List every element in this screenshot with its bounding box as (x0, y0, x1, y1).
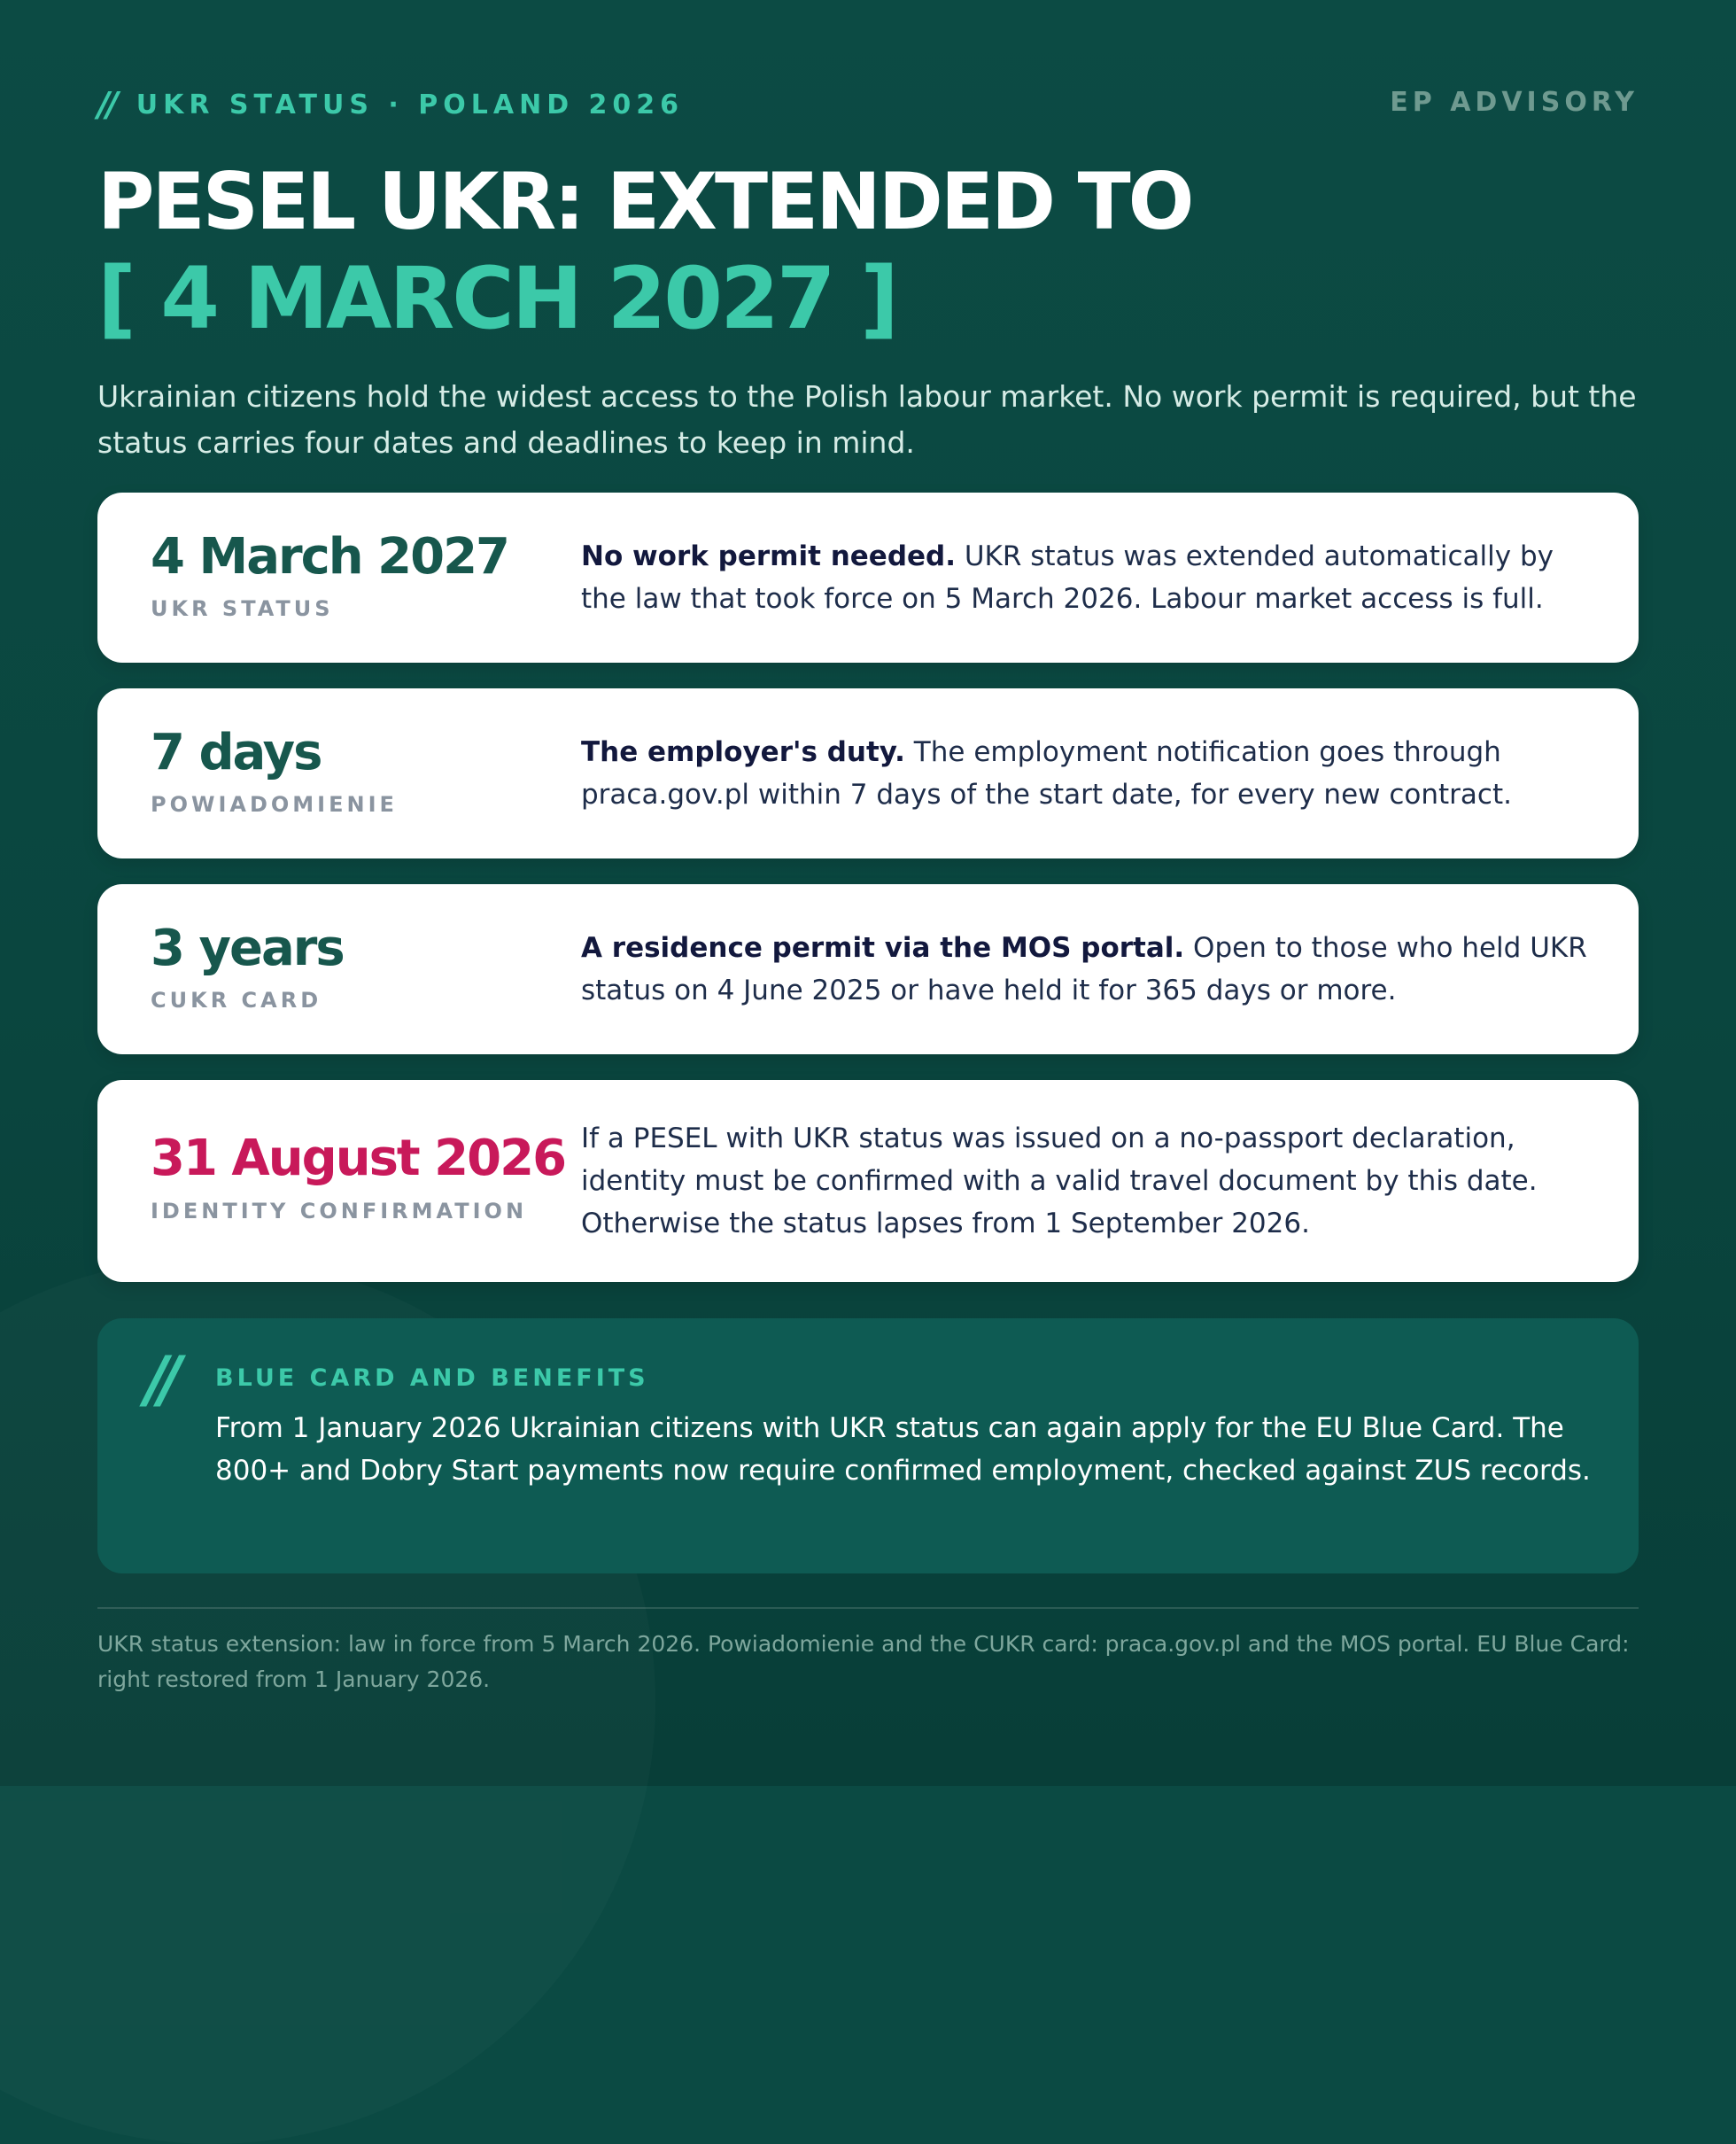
note-body: From 1 January 2026 Ukrainian citizens with UKR status can again apply for the EU Blue Card. The 800+ and Dobry Start payments now require confirmed employment, checked against ZUS records. (215, 1412, 1591, 1487)
card-text: UKR status was extended automatically by the law that took force on 5 March 2026. Labour market access is full. (581, 540, 1554, 615)
card-text: Open to those who held UKR status on 4 June 2025 or have held it for 365 days or more. (581, 932, 1587, 1006)
title-date: [ 4 MARCH 2027 ] (97, 249, 896, 348)
card-value: 4 March 2027 (151, 528, 509, 586)
subtitle: Ukrainian citizens hold the widest access to the Polish labour market. No work permit is required, but the status carries four dates and deadlines to keep in mind. (97, 379, 1637, 460)
note-title: BLUE CARD AND BENEFITS (215, 1364, 649, 1392)
card-text: If a PESEL with UKR status was issued on a no-passport declaration, identity must be confirmed with a valid travel document by this date. Otherwise the status lapses from 1 September 2026. (581, 1122, 1538, 1239)
card-label: IDENTITY CONFIRMATION (151, 1199, 528, 1223)
card-label: CUKR CARD (151, 988, 322, 1013)
slash-icon: // (97, 85, 115, 124)
card-description (581, 535, 1591, 620)
card-lead: No work permit needed. (581, 540, 957, 572)
header-bar (97, 85, 1639, 124)
kicker-text: UKR STATUS · POLAND 2026 (136, 89, 685, 120)
card-description (581, 927, 1591, 1012)
card-label: UKR STATUS (151, 596, 334, 621)
deadline-card-identity (97, 1080, 1639, 1282)
divider (97, 1607, 1639, 1609)
card-lead: The employer's duty. (581, 736, 905, 768)
card-description (581, 731, 1591, 816)
info-note (97, 1318, 1639, 1573)
card-description (581, 1117, 1591, 1245)
infographic (97, 0, 1639, 1786)
deadline-card-ukr-status (97, 493, 1639, 663)
card-label: POWIADOMIENIE (151, 792, 398, 817)
card-value: 31 August 2026 (151, 1130, 566, 1187)
page-title: PESEL UKR: EXTENDED TO (97, 156, 1192, 247)
card-text: The employment notification goes through praca.gov.pl within 7 days of the start date, for every new contract. (581, 736, 1512, 811)
card-value: 7 days (151, 724, 322, 781)
footer-sources: UKR status extension: law in force from 5 March 2026. Powiadomienie and the CUKR card: praca.gov.pl and the MOS portal. EU Blue Card: right restored from 1 January 2026. (97, 1631, 1630, 1692)
slash-icon: // (145, 1343, 174, 1416)
deadline-card-powiadomienie (97, 688, 1639, 858)
brand-name: EP ADVISORY (1390, 87, 1639, 118)
card-value: 3 years (151, 920, 344, 977)
kicker (97, 85, 684, 124)
deadline-card-cukr (97, 884, 1639, 1054)
card-lead: A residence permit via the MOS portal. (581, 932, 1185, 964)
